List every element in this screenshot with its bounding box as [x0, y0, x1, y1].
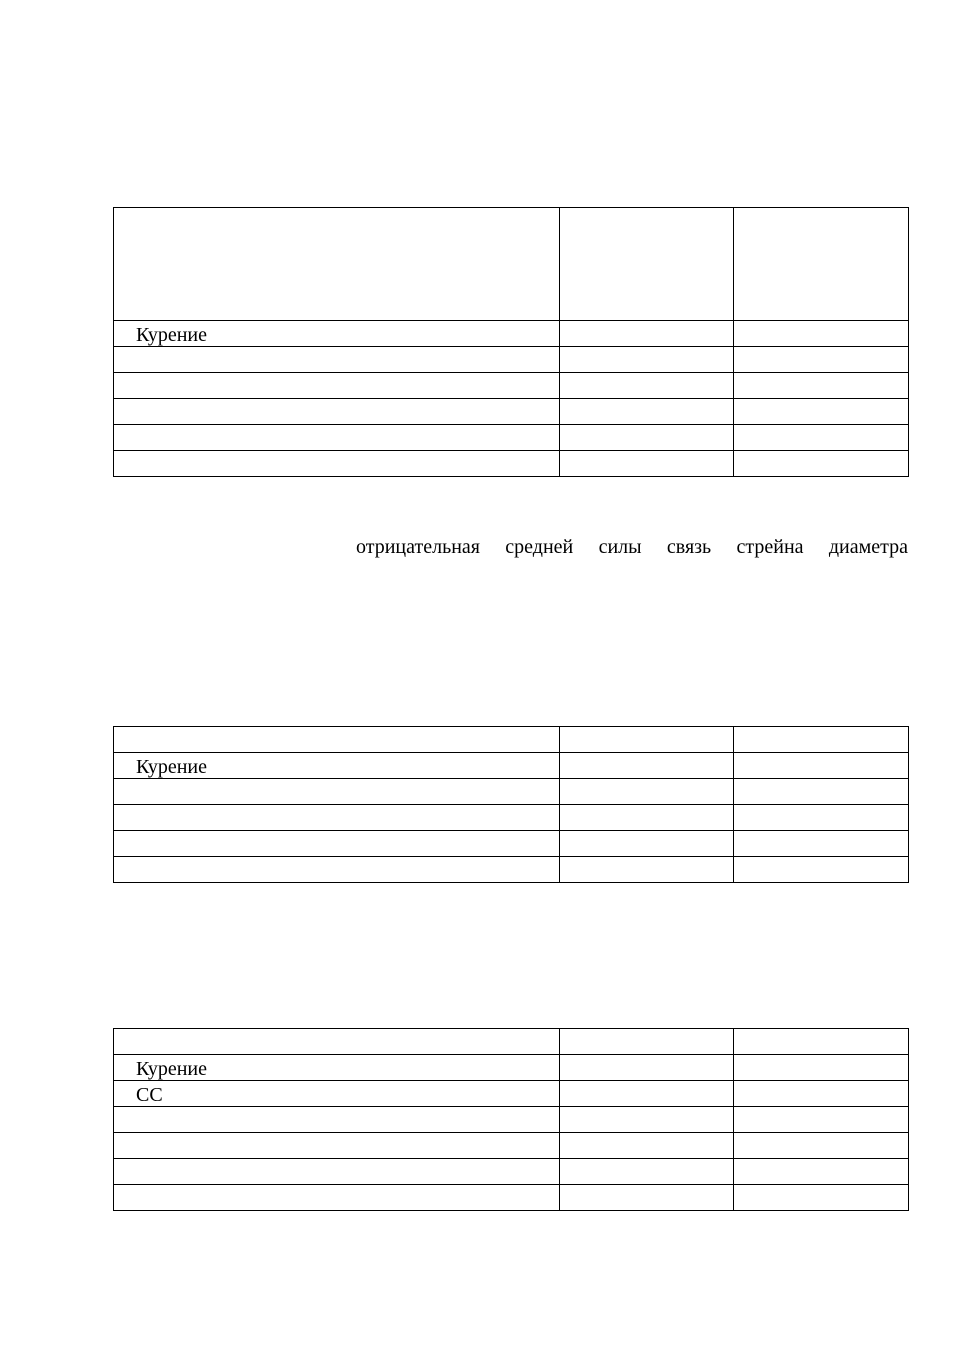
table-cell	[734, 373, 909, 399]
header-cell	[734, 727, 909, 753]
row-label: Курение	[114, 753, 560, 779]
table-row	[114, 1185, 909, 1211]
table-row	[114, 321, 909, 347]
table-header-row	[114, 1029, 909, 1055]
table-row	[114, 805, 909, 831]
table-row	[114, 399, 909, 425]
table-cell	[560, 1159, 734, 1185]
header-cell	[114, 208, 560, 321]
header-cell	[114, 1029, 560, 1055]
row-label	[114, 347, 560, 373]
table-row	[114, 779, 909, 805]
table-cell	[734, 1159, 909, 1185]
header-cell	[560, 727, 734, 753]
table-cell	[560, 399, 734, 425]
row-label	[114, 451, 560, 477]
table-cell	[560, 373, 734, 399]
table-cell	[734, 753, 909, 779]
table-cell	[560, 451, 734, 477]
row-label	[114, 1133, 560, 1159]
header-cell	[560, 208, 734, 321]
table-row	[114, 1055, 909, 1081]
table-cell	[734, 831, 909, 857]
table-row	[114, 1081, 909, 1107]
table-row	[114, 1133, 909, 1159]
table-cell	[734, 805, 909, 831]
table-row	[114, 857, 909, 883]
row-label	[114, 857, 560, 883]
header-cell	[114, 727, 560, 753]
table-cell	[560, 347, 734, 373]
body-paragraph: отрицательная средней силы связь стрейна диаметра	[356, 536, 908, 558]
table-cell	[734, 1107, 909, 1133]
table-3	[113, 1028, 909, 1211]
table-cell	[560, 1185, 734, 1211]
row-label	[114, 425, 560, 451]
row-label	[114, 779, 560, 805]
row-label: Курение	[114, 321, 560, 347]
row-label	[114, 373, 560, 399]
table-cell	[734, 857, 909, 883]
table-cell	[560, 1107, 734, 1133]
table-cell	[560, 1081, 734, 1107]
row-label	[114, 399, 560, 425]
row-label	[114, 1107, 560, 1133]
table-row	[114, 347, 909, 373]
table-cell	[734, 779, 909, 805]
table-header-row	[114, 727, 909, 753]
table-cell	[734, 1055, 909, 1081]
table-cell	[734, 425, 909, 451]
table-cell	[734, 1081, 909, 1107]
header-cell	[734, 208, 909, 321]
row-label	[114, 805, 560, 831]
table-cell	[560, 1055, 734, 1081]
table-cell	[560, 321, 734, 347]
table-row	[114, 425, 909, 451]
table-row	[114, 831, 909, 857]
table-header-row	[114, 208, 909, 321]
table-row	[114, 373, 909, 399]
row-label	[114, 1159, 560, 1185]
table-cell	[734, 399, 909, 425]
table-cell	[560, 1133, 734, 1159]
table-2	[113, 726, 909, 883]
table-row	[114, 1107, 909, 1133]
table-row	[114, 451, 909, 477]
table-cell	[734, 1133, 909, 1159]
row-label: СС	[114, 1081, 560, 1107]
table-cell	[734, 1185, 909, 1211]
table-cell	[560, 753, 734, 779]
row-label: Курение	[114, 1055, 560, 1081]
row-label	[114, 1185, 560, 1211]
table-cell	[734, 321, 909, 347]
header-cell	[734, 1029, 909, 1055]
table-row	[114, 753, 909, 779]
table-cell	[560, 779, 734, 805]
header-cell	[560, 1029, 734, 1055]
table-1	[113, 207, 909, 477]
table-cell	[734, 347, 909, 373]
table-cell	[560, 425, 734, 451]
row-label	[114, 831, 560, 857]
table-cell	[560, 857, 734, 883]
table-row	[114, 1159, 909, 1185]
table-cell	[560, 831, 734, 857]
table-cell	[560, 805, 734, 831]
table-cell	[734, 451, 909, 477]
